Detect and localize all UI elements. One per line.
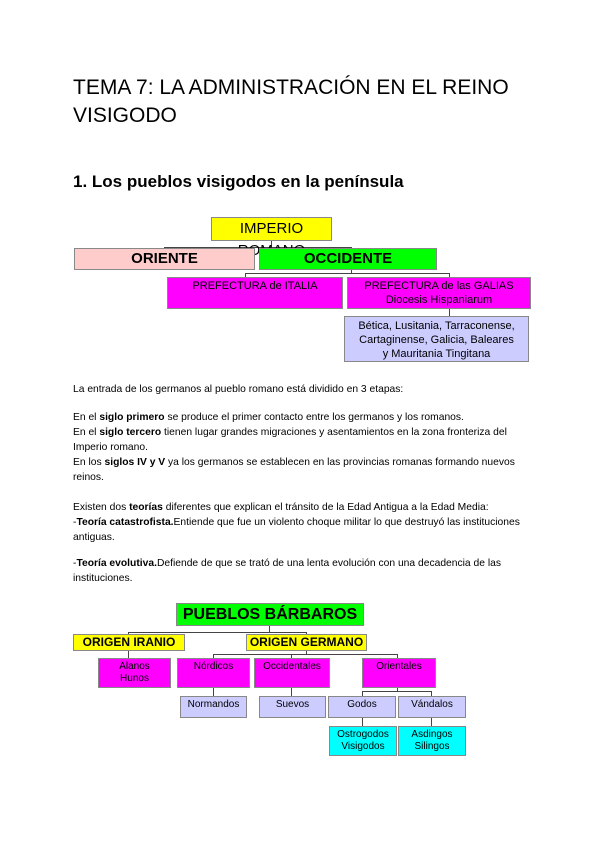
connector bbox=[449, 309, 450, 316]
connector bbox=[128, 650, 129, 658]
occidentales-box: Occidentales bbox=[254, 658, 330, 688]
occidente-box: OCCIDENTE bbox=[259, 248, 437, 270]
silingos-label: Silingos bbox=[414, 741, 450, 752]
section-heading: 1. Los pueblos visigodos en la península bbox=[73, 172, 404, 191]
imperio-romano-box: IMPERIO bbox=[211, 217, 332, 241]
etapa-3: En los siglos IV y V ya los germanos se establecen en las provincias romanas formando nuevos reinos. bbox=[73, 457, 515, 483]
origen-germano-box: ORIGEN GERMANO bbox=[246, 634, 367, 651]
intro-text: La entrada de los germanos al pueblo romano está dividido en 3 etapas: bbox=[73, 384, 404, 395]
teoria-evolutiva-paragraph bbox=[73, 556, 533, 586]
origen-iranio-box: ORIGEN IRANIO bbox=[73, 634, 185, 651]
orientales-box: Orientales bbox=[362, 658, 436, 688]
prefectura-italia-box: PREFECTURA de ITALIA bbox=[167, 277, 343, 309]
oriente-box: ORIENTE bbox=[74, 248, 255, 270]
prefectura-galias-label: PREFECTURA de las GALIAS bbox=[364, 280, 514, 292]
connector bbox=[362, 691, 432, 692]
intro-paragraph bbox=[73, 382, 533, 397]
provincias-line: Cartaginense, Galicia, Baleares bbox=[359, 334, 514, 346]
nordicos-box: Nórdicos bbox=[177, 658, 250, 688]
ostrogodos-visigodos-box bbox=[329, 726, 397, 756]
teorias-paragraph bbox=[73, 500, 533, 545]
etapas-paragraph bbox=[73, 410, 533, 485]
provincias-box bbox=[344, 316, 529, 362]
normandos-box: Normandos bbox=[180, 696, 247, 718]
pueblos-barbaros-box: PUEBLOS BÁRBAROS bbox=[176, 603, 364, 626]
connector bbox=[213, 688, 214, 696]
asdingos-silingos-box bbox=[398, 726, 466, 756]
connector bbox=[291, 688, 292, 696]
prefectura-galias-box bbox=[347, 277, 531, 309]
connector bbox=[362, 718, 363, 726]
visigodos-label: Visigodos bbox=[341, 741, 385, 752]
connector bbox=[213, 654, 398, 655]
teoria-catastrofista: -Teoría catastrofista.Entiende que fue un violento choque militar lo que destruyó las instituciones antiguas. bbox=[73, 517, 520, 543]
suevos-box: Suevos bbox=[259, 696, 326, 718]
etapa-1: En el siglo primero se produce el primer contacto entre los germanos y los romanos. bbox=[73, 412, 464, 423]
godos-box: Godos bbox=[328, 696, 396, 718]
connector bbox=[245, 273, 450, 274]
alanos-hunos-box bbox=[98, 658, 171, 688]
page-title: TEMA 7: LA ADMINISTRACIÓN EN EL REINO VISIGODO bbox=[73, 76, 509, 127]
provincias-line: y Mauritania Tingitana bbox=[382, 348, 491, 360]
diocesis-label: Diocesis Hispaniarum bbox=[385, 294, 493, 306]
etapa-2: En el siglo tercero tienen lugar grandes migraciones y asentamientos en la zona fronteriza del Imperio romano. bbox=[73, 427, 507, 453]
provincias-line: Bética, Lusitania, Tarraconense, bbox=[358, 320, 515, 332]
ostrogodos-label: Ostrogodos bbox=[337, 729, 389, 740]
connector bbox=[128, 632, 307, 633]
teoria-evolutiva: -Teoría evolutiva.Defiende de que se trató de una lenta evolución con una decadencia de las instituciones. bbox=[73, 558, 501, 584]
vandalos-box: Vándalos bbox=[398, 696, 466, 718]
hunos-label: Hunos bbox=[120, 673, 149, 684]
asdingos-label: Asdingos bbox=[411, 729, 453, 740]
teorias-intro: Existen dos teorías diferentes que explican el tránsito de la Edad Antigua a la Edad Media: bbox=[73, 502, 489, 513]
connector bbox=[431, 718, 432, 726]
alanos-label: Alanos bbox=[119, 661, 150, 672]
